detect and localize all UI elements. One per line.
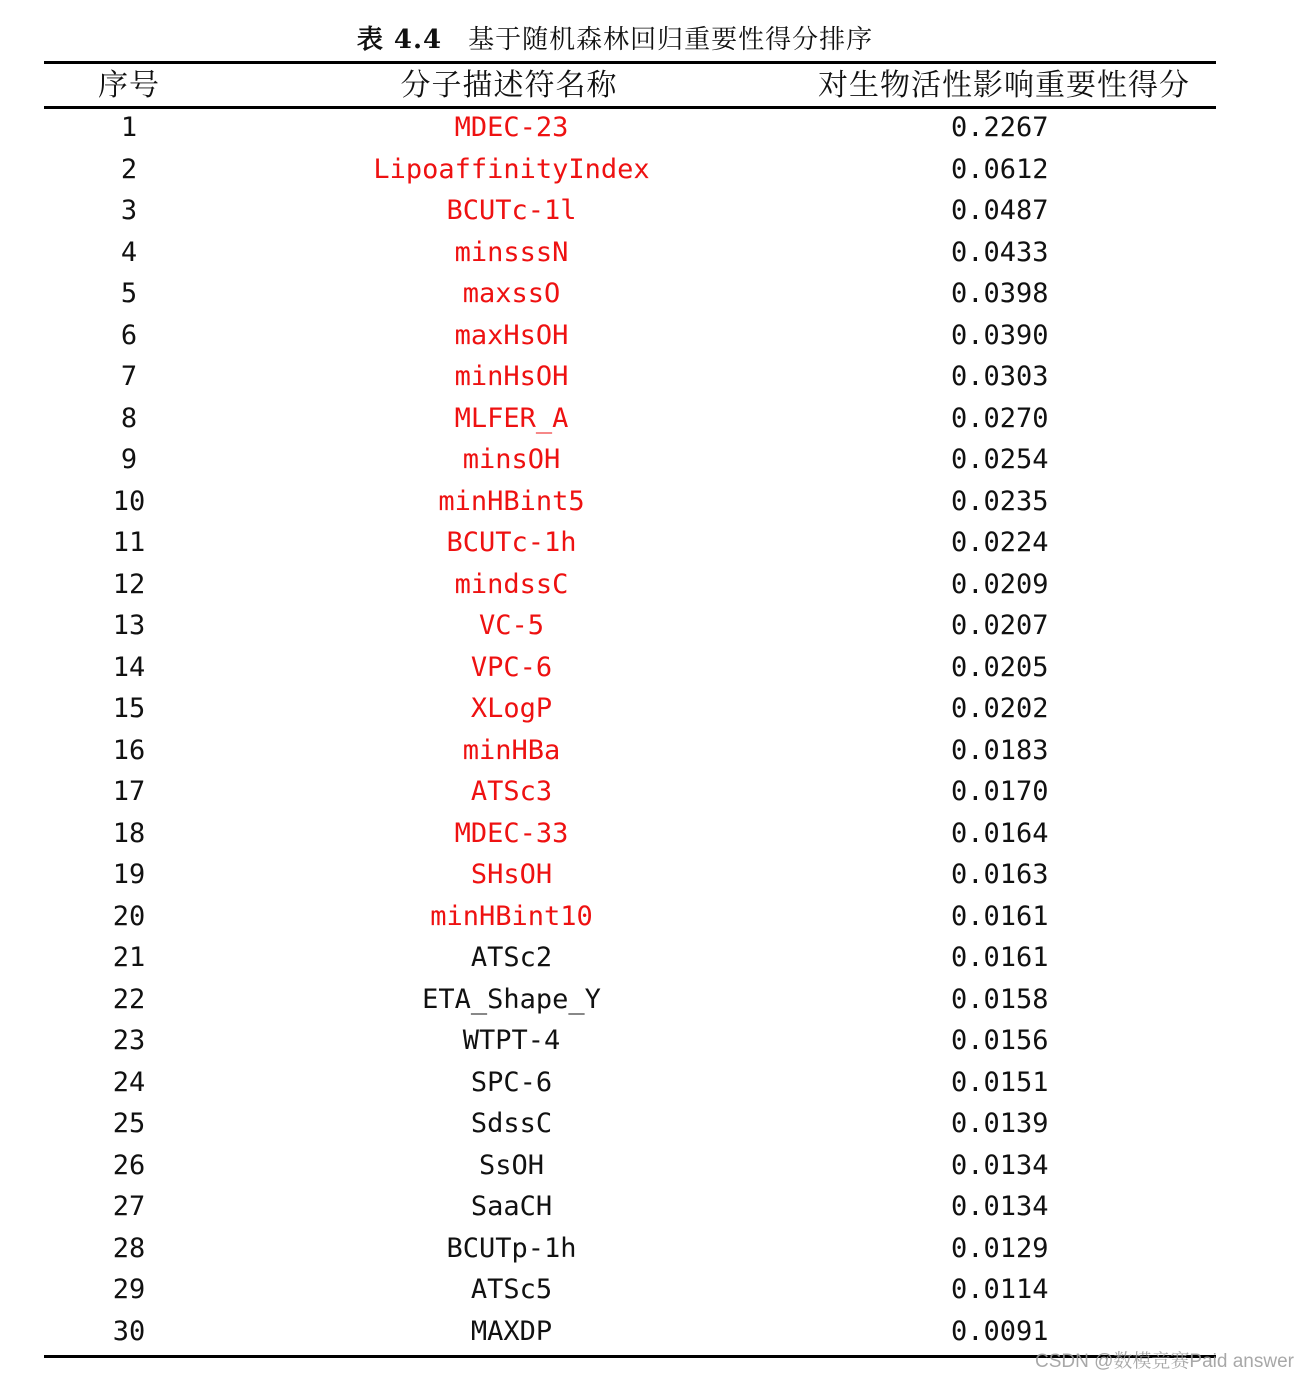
- importance-score: 0.0134: [951, 1149, 1049, 1181]
- row-index: 28: [112, 1232, 146, 1264]
- descriptor-name: SaaCH: [470, 1191, 553, 1222]
- importance-score: 0.0163: [951, 859, 1049, 890]
- descriptor-name: ETA_Shape_Y: [422, 983, 601, 1015]
- descriptor-name: BCUTc-1h: [446, 527, 577, 558]
- watermark: CSDN @数模竞赛Paid answer: [1035, 1351, 1294, 1372]
- row-index: 19: [112, 859, 146, 890]
- row-index: 10: [112, 485, 146, 517]
- table-row: [44, 107, 1216, 149]
- descriptor-name: VC-5: [478, 610, 545, 641]
- descriptor-name: maxssO: [462, 278, 561, 309]
- row-index: 24: [112, 1066, 146, 1098]
- column-header-score: 对生物活性影响重要性得分: [818, 68, 1190, 103]
- table-row: [44, 1186, 1216, 1228]
- importance-score: 0.0207: [951, 610, 1049, 641]
- importance-score: 0.2267: [951, 112, 1049, 143]
- row-index: 18: [112, 817, 146, 849]
- descriptor-name: maxHsOH: [454, 319, 569, 351]
- row-index: 5: [120, 278, 138, 309]
- descriptor-name: ATSc5: [470, 1274, 553, 1305]
- table-row: [44, 439, 1216, 481]
- importance-score: 0.0183: [951, 734, 1049, 766]
- descriptor-name: MAXDP: [470, 1315, 553, 1347]
- table-number: 表 4.4: [356, 25, 443, 55]
- row-index: 1: [120, 112, 138, 143]
- row-index: 16: [112, 734, 146, 766]
- table-row: [44, 315, 1216, 357]
- importance-score: 0.0139: [951, 1108, 1049, 1139]
- importance-score: 0.0091: [951, 1315, 1049, 1347]
- table-row: [44, 813, 1216, 855]
- importance-score: 0.0161: [951, 900, 1049, 932]
- importance-score: 0.0224: [951, 527, 1049, 558]
- descriptor-name: VPC-6: [470, 651, 553, 683]
- table-row: [44, 522, 1216, 564]
- row-index: 26: [112, 1149, 146, 1181]
- importance-score: 0.0170: [951, 776, 1049, 807]
- table-row: [44, 273, 1216, 315]
- row-index: 21: [112, 942, 146, 973]
- importance-score: 0.0158: [951, 983, 1049, 1015]
- importance-score: 0.0433: [951, 236, 1049, 268]
- descriptor-name: SsOH: [478, 1149, 545, 1181]
- table-row: [44, 647, 1216, 689]
- row-index: 11: [112, 527, 146, 558]
- row-index: 25: [112, 1108, 146, 1139]
- row-index: 13: [112, 610, 146, 641]
- descriptor-name: minsOH: [462, 444, 561, 475]
- row-index: 20: [112, 900, 146, 932]
- descriptor-name: MLFER_A: [454, 402, 569, 434]
- table-row: [44, 1103, 1216, 1145]
- descriptor-name: minHBa: [462, 734, 561, 766]
- table-row: [44, 937, 1216, 979]
- importance-score: 0.0487: [951, 195, 1049, 226]
- importance-score: 0.0151: [951, 1066, 1049, 1098]
- descriptor-name: SHsOH: [470, 859, 553, 890]
- importance-score: 0.0254: [951, 444, 1049, 475]
- table-body: [44, 107, 1216, 1352]
- importance-score: 0.0398: [951, 278, 1049, 309]
- importance-score: 0.0134: [951, 1191, 1049, 1222]
- table-header-row: [44, 64, 1216, 107]
- descriptor-name: LipoaffinityIndex: [373, 153, 650, 185]
- row-index: 8: [120, 402, 138, 434]
- descriptor-name: MDEC-23: [454, 112, 569, 143]
- importance-score: 0.0209: [951, 568, 1049, 600]
- descriptor-name: minHBint10: [430, 900, 593, 932]
- descriptor-name: SdssC: [470, 1108, 553, 1139]
- importance-score: 0.0270: [951, 402, 1049, 434]
- table-row: [44, 481, 1216, 523]
- table-row: [44, 398, 1216, 440]
- descriptor-name: BCUTc-1l: [446, 195, 577, 226]
- importance-score: 0.0202: [951, 693, 1049, 724]
- table-row: [44, 771, 1216, 813]
- row-index: 22: [112, 983, 146, 1015]
- row-index: 12: [112, 568, 146, 600]
- table-row: [44, 854, 1216, 896]
- importance-score: 0.0156: [951, 1025, 1049, 1056]
- table-row: [44, 356, 1216, 398]
- descriptor-name: ATSc2: [470, 942, 553, 973]
- descriptor-name: BCUTp-1h: [446, 1232, 577, 1264]
- descriptor-name: ATSc3: [470, 776, 553, 807]
- row-index: 27: [112, 1191, 146, 1222]
- importance-score: 0.0114: [951, 1274, 1049, 1305]
- descriptor-name: minHsOH: [454, 361, 569, 392]
- row-index: 15: [112, 693, 146, 724]
- table-row: [44, 688, 1216, 730]
- row-index: 23: [112, 1025, 146, 1056]
- column-header-index: 序号: [98, 68, 160, 103]
- table-row: [44, 1020, 1216, 1062]
- row-index: 7: [120, 361, 138, 392]
- row-index: 6: [120, 319, 138, 351]
- table-row: [44, 605, 1216, 647]
- importance-score: 0.0303: [951, 361, 1049, 392]
- table-row: [44, 190, 1216, 232]
- row-index: 3: [120, 195, 138, 226]
- table-caption: [0, 22, 1230, 58]
- table-row: [44, 232, 1216, 274]
- importance-score: 0.0612: [951, 153, 1049, 185]
- row-index: 4: [120, 236, 138, 268]
- row-index: 29: [112, 1274, 146, 1305]
- row-index: 14: [112, 651, 146, 683]
- row-index: 9: [120, 444, 138, 475]
- table-row: [44, 896, 1216, 938]
- importance-score: 0.0161: [951, 942, 1049, 973]
- table-row: [44, 1145, 1216, 1187]
- importance-score: 0.0129: [951, 1232, 1049, 1264]
- descriptor-name: minHBint5: [438, 485, 585, 517]
- row-index: 17: [112, 776, 146, 807]
- importance-score: 0.0235: [951, 485, 1049, 517]
- importance-score: 0.0205: [951, 651, 1049, 683]
- descriptor-name: mindssC: [454, 568, 569, 600]
- descriptor-name: SPC-6: [470, 1066, 553, 1098]
- column-header-descriptor: 分子描述符名称: [400, 68, 618, 103]
- row-index: 30: [112, 1315, 146, 1347]
- descriptor-name: minsssN: [454, 236, 569, 268]
- importance-table: [44, 64, 1216, 1352]
- table-row: [44, 1269, 1216, 1311]
- table-title: 基于随机森林回归重要性得分排序: [468, 25, 874, 55]
- descriptor-name: XLogP: [470, 693, 553, 724]
- importance-score: 0.0164: [951, 817, 1049, 849]
- row-index: 2: [120, 153, 138, 185]
- table-row: [44, 730, 1216, 772]
- descriptor-name: MDEC-33: [454, 817, 569, 849]
- table-row: [44, 1228, 1216, 1270]
- importance-score: 0.0390: [951, 319, 1049, 351]
- table-row: [44, 1062, 1216, 1104]
- table-row: [44, 979, 1216, 1021]
- table-row: [44, 564, 1216, 606]
- table-row: [44, 149, 1216, 191]
- descriptor-name: WTPT-4: [462, 1025, 561, 1056]
